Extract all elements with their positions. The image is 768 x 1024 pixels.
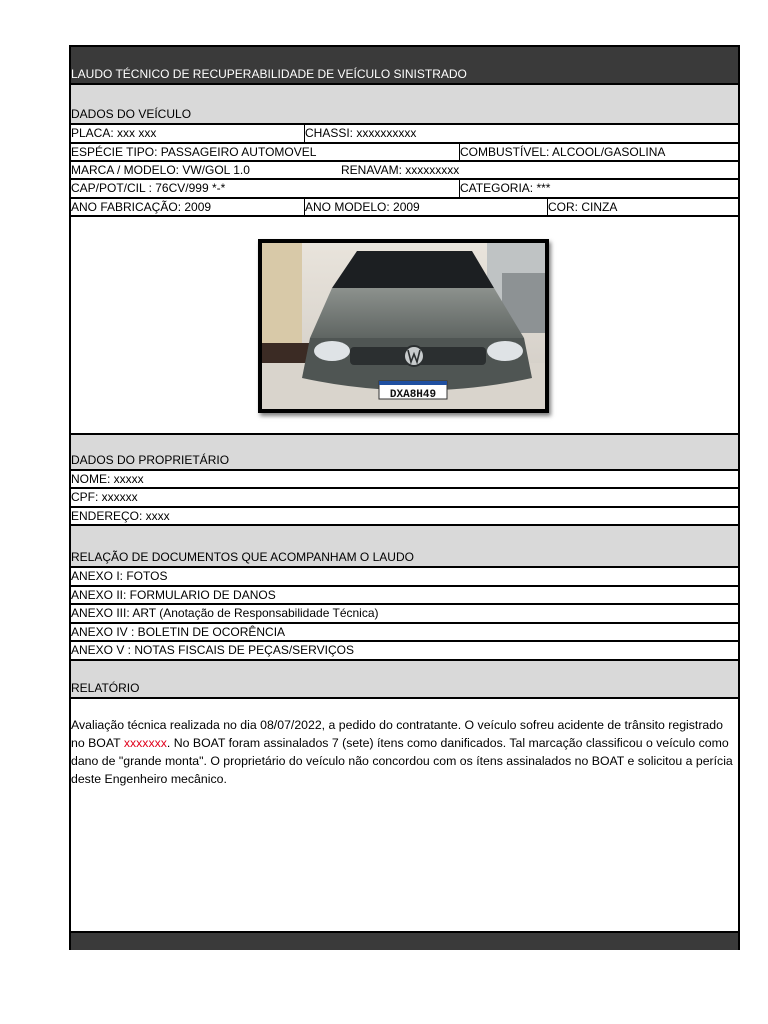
categoria-field: CATEGORIA: *** xyxy=(460,181,551,195)
vehicle-section-title: DADOS DO VEÍCULO xyxy=(71,107,192,121)
vehicle-row-cap xyxy=(71,180,738,199)
annex-3: ANEXO III: ART (Anotação de Responsabilidade Técnica) xyxy=(71,606,379,620)
vehicle-photo-area xyxy=(71,217,738,435)
report-paragraph xyxy=(71,716,740,788)
vehicle-row-ano xyxy=(71,199,738,217)
owner-section-header xyxy=(71,435,738,471)
chassi-field: CHASSI: xxxxxxxxxx xyxy=(305,126,417,140)
report-section-header xyxy=(71,661,738,699)
annex-1: ANEXO I: FOTOS xyxy=(71,569,168,583)
report-sheet xyxy=(69,45,740,950)
report-text-part1: Avaliação técnica realizada no dia 08/07/2022, a pedido do contratante. O veículo sofreu acidente de trânsito registrado no BOAT xyxy=(71,718,723,750)
report-text-part2: . No BOAT foram assinalados 7 (sete) ítens como danificados. Tal marcação classificou o veículo como dano de "grande monta". O proprietário do veículo não concordou com os ítens assinalados no BOAT e solicitou a perícia deste Engenheiro mecânico. xyxy=(71,736,733,786)
annex-4: ANEXO IV : BOLETIN DE OCORÊNCIA xyxy=(71,625,286,639)
owner-row-cpf xyxy=(71,489,738,508)
especie-field: ESPÉCIE TIPO: PASSAGEIRO AUTOMOVEL xyxy=(71,145,317,159)
document-item xyxy=(71,568,738,587)
marca-field: MARCA / MODELO: VW/GOL 1.0 xyxy=(71,163,250,177)
boat-number-highlight: xxxxxxx xyxy=(123,736,167,750)
vehicle-row-placa xyxy=(71,125,738,144)
vehicle-section-header xyxy=(71,85,738,125)
cpf-field: CPF: xxxxxx xyxy=(71,490,138,504)
car-front-illustration xyxy=(262,243,545,409)
documents-section-title: RELAÇÃO DE DOCUMENTOS QUE ACOMPANHAM O LAUDO xyxy=(71,550,414,564)
nome-field: NOME: xxxxx xyxy=(71,472,144,486)
placa-field: PLACA: xxx xxx xyxy=(71,126,157,140)
vehicle-photo xyxy=(258,239,549,413)
report-body xyxy=(71,699,738,931)
owner-section-title: DADOS DO PROPRIETÁRIO xyxy=(71,453,230,467)
document-item xyxy=(71,605,738,624)
cap-field: CAP/POT/CIL : 76CV/999 *-* xyxy=(71,181,226,195)
title-row xyxy=(71,47,738,85)
footer-bar xyxy=(71,931,738,950)
document-item xyxy=(71,587,738,605)
combustivel-field: COMBUSTÍVEL: ALCOOL/GASOLINA xyxy=(460,145,666,159)
report-section-title: RELATÓRIO xyxy=(71,681,140,695)
owner-row-nome xyxy=(71,471,738,489)
owner-row-endereco xyxy=(71,508,738,526)
ano-modelo-field: ANO MODELO: 2009 xyxy=(305,200,420,214)
license-plate-text: DXA8H49 xyxy=(389,389,437,401)
annex-5: ANEXO V : NOTAS FISCAIS DE PEÇAS/SERVIÇOS xyxy=(71,643,354,657)
document-title: LAUDO TÉCNICO DE RECUPERABILIDADE DE VEÍCULO SINISTRADO xyxy=(71,67,467,81)
document-item xyxy=(71,624,738,642)
annex-2: ANEXO II: FORMULARIO DE DANOS xyxy=(71,588,276,602)
endereco-field: ENDEREÇO: xxxx xyxy=(71,509,170,523)
document-item xyxy=(71,642,738,661)
vehicle-row-marca xyxy=(71,162,738,180)
vehicle-row-especie xyxy=(71,144,738,162)
renavam-field: RENAVAM: xxxxxxxxx xyxy=(341,163,460,177)
ano-fabricacao-field: ANO FABRICAÇÃO: 2009 xyxy=(71,200,212,214)
documents-section-header xyxy=(71,526,738,568)
cor-field: COR: CINZA xyxy=(548,200,618,214)
